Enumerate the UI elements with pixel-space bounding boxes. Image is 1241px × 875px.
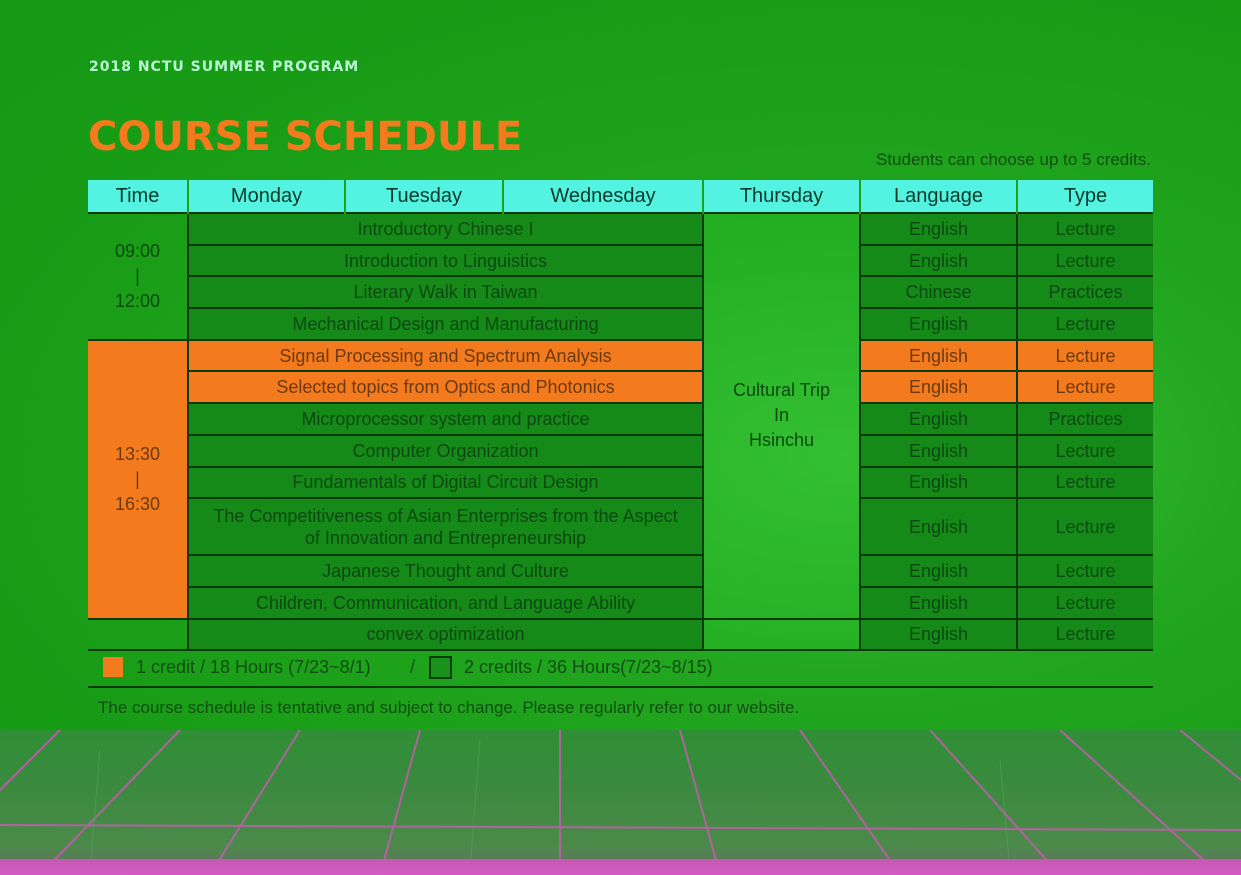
- table-row-highlighted: [88, 340, 1153, 372]
- course-type: Practices: [1017, 403, 1153, 435]
- course-name: Literary Walk in Taiwan: [188, 276, 703, 308]
- course-name: Mechanical Design and Manufacturing: [188, 308, 703, 340]
- course-name: The Competitiveness of Asian Enterprises from the Aspect of Innovation and Entrepreneurship: [188, 498, 703, 555]
- table-row: [88, 555, 1153, 587]
- legend-separator: /: [410, 657, 416, 677]
- course-language: English: [860, 619, 1017, 651]
- course-language: English: [860, 587, 1017, 619]
- course-name: Introduction to Linguistics: [188, 245, 703, 277]
- table-row: [88, 619, 1153, 651]
- time-slot-empty: [88, 619, 188, 651]
- course-type: Lecture: [1017, 467, 1153, 499]
- course-name: Fundamentals of Digital Circuit Design: [188, 467, 703, 499]
- one-credit-label: 1 credit / 18 Hours (7/23~8/1): [136, 657, 371, 677]
- course-language: English: [860, 555, 1017, 587]
- thursday-cultural-trip: Cultural Trip In Hsinchu: [703, 213, 860, 619]
- table-row-highlighted: [88, 371, 1153, 403]
- table-row: [88, 276, 1153, 308]
- course-language: English: [860, 498, 1017, 555]
- table-header-row: [88, 180, 1153, 213]
- course-name: Selected topics from Optics and Photonics: [188, 371, 703, 403]
- course-language: English: [860, 371, 1017, 403]
- table-row: [88, 403, 1153, 435]
- column-header-monday: Monday: [188, 180, 345, 213]
- course-type: Lecture: [1017, 308, 1153, 340]
- course-name: Introductory Chinese I: [188, 213, 703, 245]
- course-type: Lecture: [1017, 245, 1153, 277]
- course-name: Japanese Thought and Culture: [188, 555, 703, 587]
- course-type: Lecture: [1017, 213, 1153, 245]
- course-language: English: [860, 467, 1017, 499]
- column-header-language: Language: [860, 180, 1017, 213]
- course-type: Lecture: [1017, 498, 1153, 555]
- course-type: Lecture: [1017, 555, 1153, 587]
- column-header-thursday: Thursday: [703, 180, 860, 213]
- course-type: Practices: [1017, 276, 1153, 308]
- course-language: English: [860, 245, 1017, 277]
- course-language: English: [860, 403, 1017, 435]
- course-language: English: [860, 308, 1017, 340]
- column-header-tuesday: Tuesday: [345, 180, 503, 213]
- course-language: English: [860, 213, 1017, 245]
- thursday-empty: [703, 619, 860, 651]
- schedule-footnote: The course schedule is tentative and subject to change. Please regularly refer to our website.: [98, 698, 800, 717]
- two-credits-swatch: [429, 656, 452, 679]
- table-row: [88, 435, 1153, 467]
- course-name: Microprocessor system and practice: [188, 403, 703, 435]
- credits-note: Students can choose up to 5 credits.: [875, 150, 1151, 169]
- course-name: Children, Communication, and Language Ability: [188, 587, 703, 619]
- course-type: Lecture: [1017, 371, 1153, 403]
- course-type: Lecture: [1017, 587, 1153, 619]
- course-type: Lecture: [1017, 340, 1153, 372]
- time-slot-afternoon: 13:30 | 16:30: [88, 340, 188, 619]
- course-language: English: [860, 340, 1017, 372]
- wooden-floor-image: [0, 730, 1241, 875]
- column-header-time: Time: [88, 180, 188, 213]
- one-credit-swatch: [103, 657, 123, 677]
- table-row: [88, 587, 1153, 619]
- table-row: [88, 467, 1153, 499]
- column-header-wednesday: Wednesday: [503, 180, 703, 213]
- credit-legend: [88, 652, 1153, 688]
- course-language: Chinese: [860, 276, 1017, 308]
- program-brand: 2018 NCTU SUMMER PROGRAM: [89, 59, 360, 75]
- table-row: [88, 498, 1153, 555]
- two-credits-label: 2 credits / 36 Hours(7/23~8/15): [464, 657, 713, 677]
- time-slot-morning: 09:00 | 12:00: [88, 213, 188, 340]
- table-row: [88, 213, 1153, 245]
- course-name: convex optimization: [188, 619, 703, 651]
- course-type: Lecture: [1017, 619, 1153, 651]
- column-header-type: Type: [1017, 180, 1153, 213]
- course-type: Lecture: [1017, 435, 1153, 467]
- course-name: Signal Processing and Spectrum Analysis: [188, 340, 703, 372]
- table-row: [88, 308, 1153, 340]
- course-schedule-table: [88, 180, 1153, 651]
- course-name: Computer Organization: [188, 435, 703, 467]
- table-row: [88, 245, 1153, 277]
- page-title: COURSE SCHEDULE: [88, 114, 523, 160]
- course-language: English: [860, 435, 1017, 467]
